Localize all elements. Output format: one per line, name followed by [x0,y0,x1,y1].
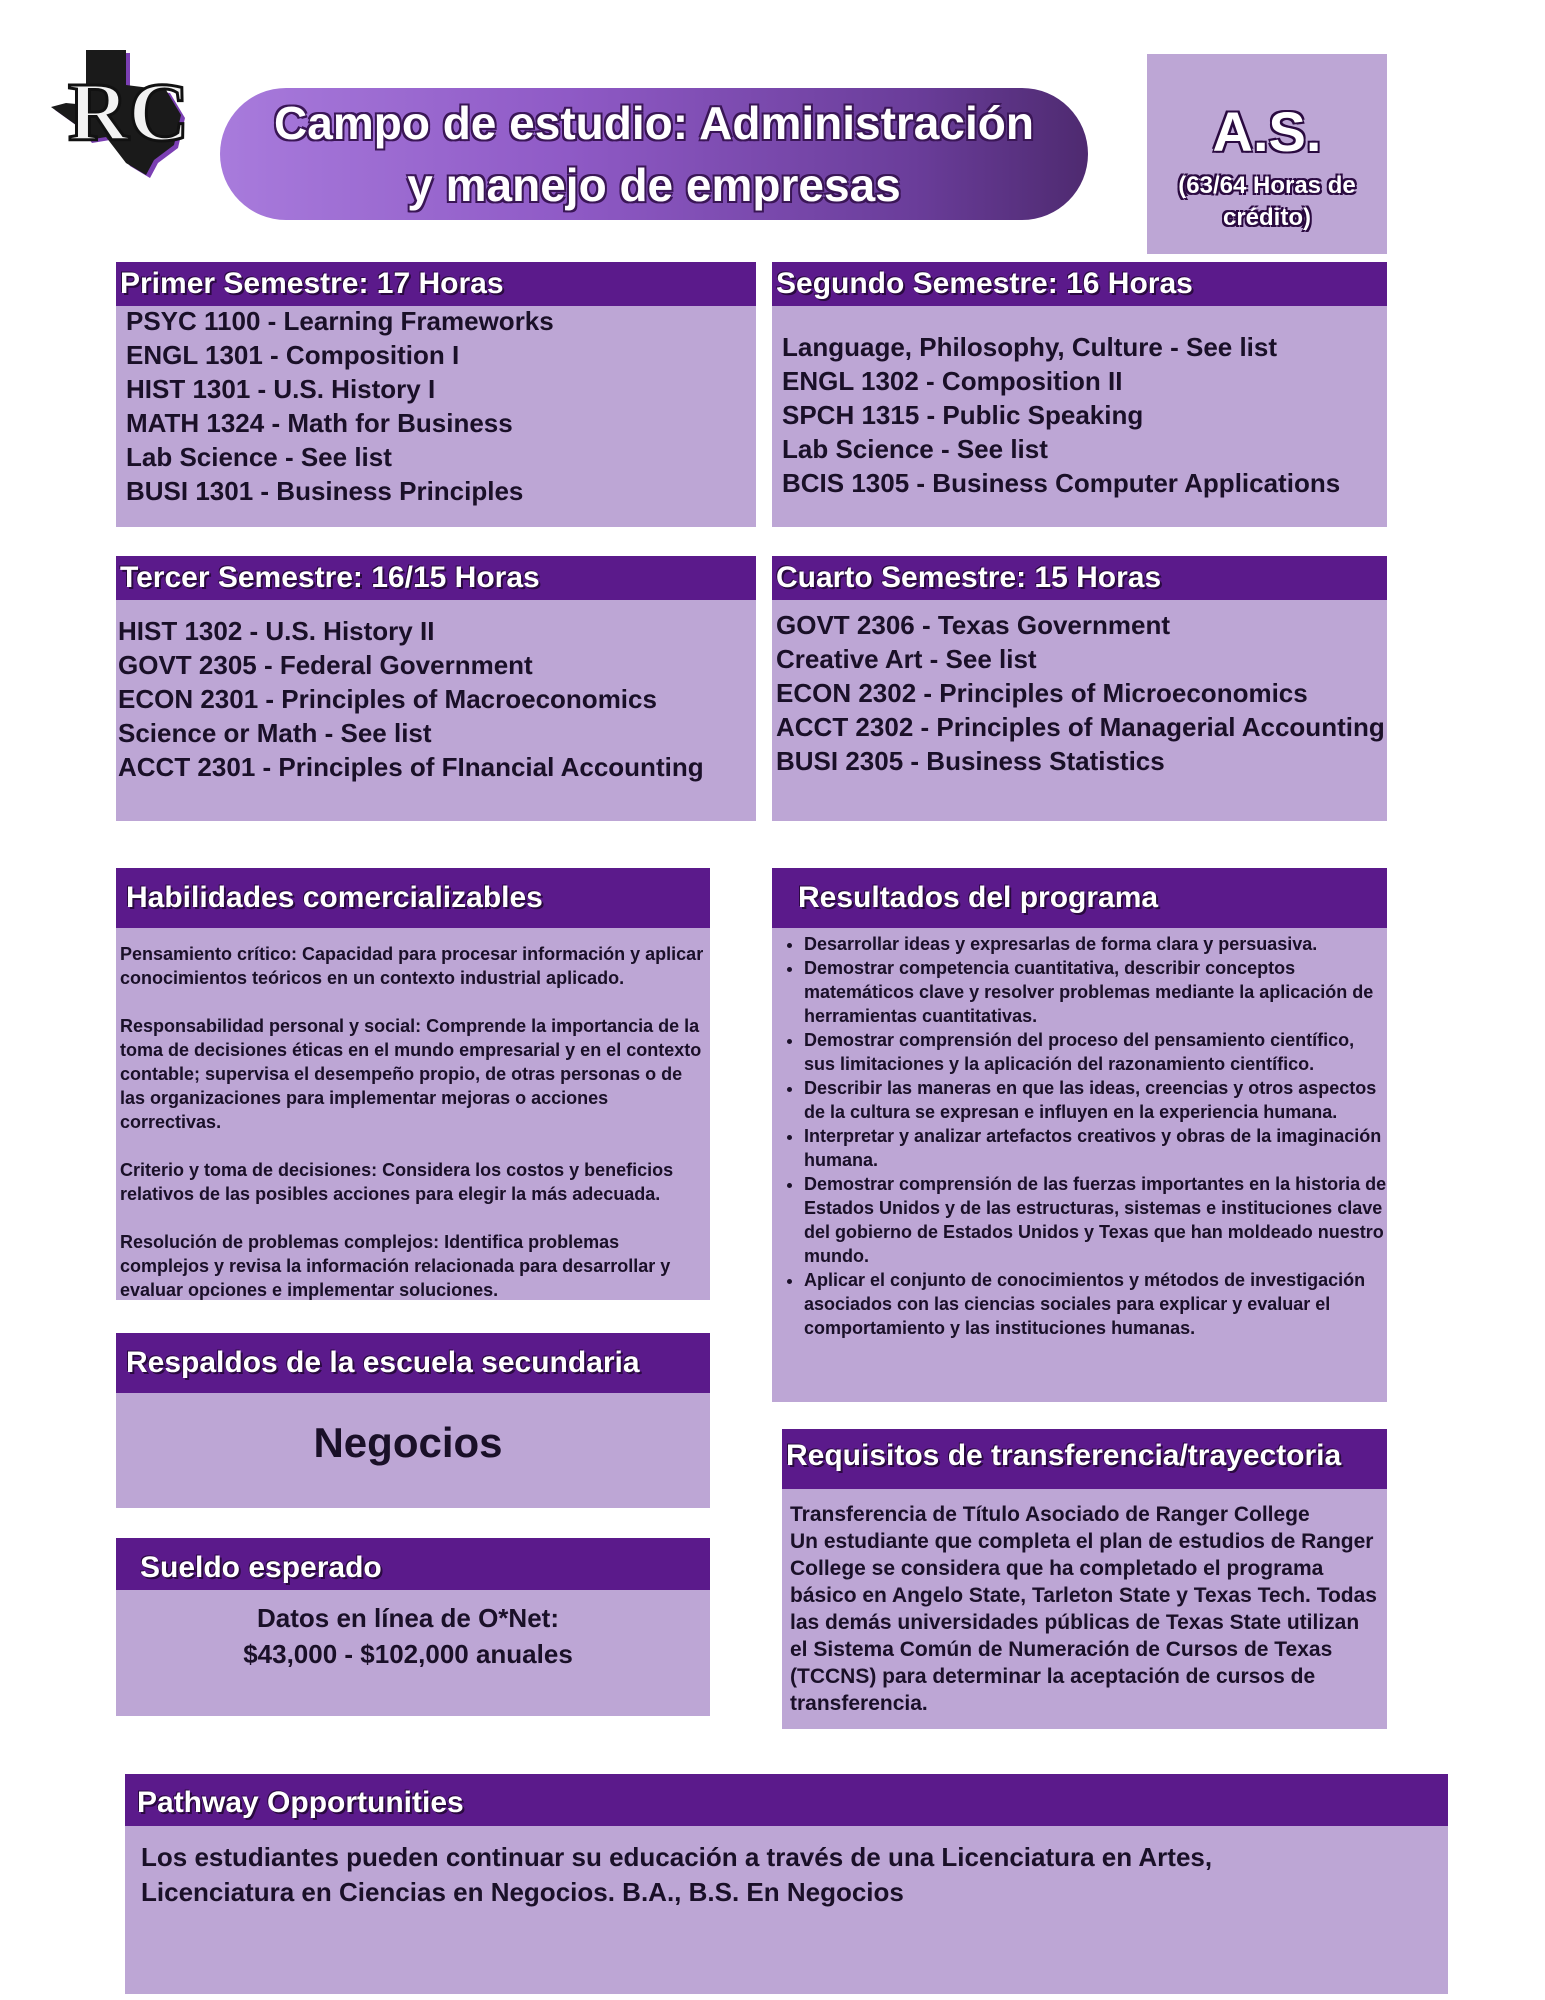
semester-4-title: Cuarto Semestre: 15 Horas [772,556,1387,600]
course-item: ACCT 2301 - Principles of FInancial Accounting [118,752,704,782]
semester-4-panel [772,556,1387,821]
college-logo [50,48,190,178]
semester-1-panel [116,262,756,527]
salary-range: $43,000 - $102,000 anuales [243,1639,573,1669]
outcomes-list [772,928,1387,1340]
pathway-info [125,1826,1448,1910]
salary-info [116,1600,710,1672]
texas-state-rc-logo-icon [50,48,190,178]
skills-title: Habilidades comercializables [116,868,710,928]
title-line-2: y manejo de empresas [407,159,901,211]
course-item: Language, Philosophy, Culture - See list [782,332,1278,362]
transfer-title: Requisitos de transferencia/trayectoria [782,1429,1387,1489]
outcome-item: • Aplicar el conjunto de conocimientos y métodos de investigación asociados con las ciencias sociales para explicar y evaluar el comportamiento y las instituciones humanas. [804,1268,1387,1340]
course-item: ECON 2301 - Principles of Macroeconomics [118,684,657,714]
outcome-item: • Demostrar comprensión del proceso del pensamiento científico, sus limitaciones y la aplicación del razonamiento científico. [804,1028,1387,1076]
semester-2-panel [772,262,1387,527]
semester-3-courses [116,600,756,784]
salary-panel [116,1538,710,1716]
salary-source: Datos en línea de O*Net: [257,1603,559,1633]
course-item: BUSI 1301 - Business Principles [126,476,524,506]
course-item: Lab Science - See list [126,442,392,472]
pathway-line-2: Licenciatura en Ciencias en Negocios. B.A., B.S. En Negocios [141,1877,904,1907]
skill-item: Criterio y toma de decisiones: Considera los costos y beneficios relativos de las posibles acciones para elegir la más adecuada. [120,1160,674,1204]
outcome-item: • Demostrar comprensión de las fuerzas importantes en la historia de Estados Unidos y de las estructuras, sistemas e instituciones clave del gobierno de Estados Unidos y Texas que han moldeado nuestro mundo. [804,1172,1387,1268]
semester-3-panel [116,556,756,821]
pathway-title: Pathway Opportunities [125,1774,1448,1826]
outcomes-panel [772,868,1387,1402]
skills-list [116,928,710,1302]
skill-item: Responsabilidad personal y social: Comprende la importancia de la toma de decisiones éticas en el mundo empresarial y en el contexto contable; supervisa el desempeño propio, de otras personas o de las organizaciones para implementar mejoras o acciones correctivas. [120,1016,702,1132]
transfer-panel [782,1429,1387,1729]
endorsements-title: Respaldos de la escuela secundaria [116,1333,710,1393]
logo-letter-r: RC [68,66,190,159]
course-item: ENGL 1302 - Composition II [782,366,1123,396]
semester-4-courses [772,600,1387,778]
semester-3-title: Tercer Semestre: 16/15 Horas [116,556,756,600]
course-item: MATH 1324 - Math for Business [126,408,513,438]
pathway-line-1: Los estudiantes pueden continuar su educación a través de una Licenciatura en Artes, [141,1842,1213,1872]
outcome-item: • Desarrollar ideas y expresarlas de forma clara y persuasiva. [804,932,1387,956]
outcomes-title: Resultados del programa [772,868,1387,928]
pathway-panel [125,1774,1448,1994]
course-item: BCIS 1305 - Business Computer Applications [782,468,1341,498]
page-title [220,88,1088,220]
course-item: GOVT 2306 - Texas Government [776,610,1170,640]
course-item: GOVT 2305 - Federal Government [118,650,533,680]
transfer-heading: Transferencia de Título Asociado de Ranger College [790,1503,1310,1526]
degree-title: A.S. [1212,100,1322,163]
course-item: HIST 1301 - U.S. History I [126,374,436,404]
outcome-item: • Describir las maneras en que las ideas, creencias y otros aspectos de la cultura se expresan e influyen en la experiencia humana. [804,1076,1387,1124]
transfer-body: Un estudiante que completa el plan de estudios de Ranger College se considera que ha completado el programa básico en Angelo State, Tarleton State y Texas Tech. Todas las demás universidades públicas de Texas State utilizan el Sistema Común de Numeración de Cursos de Texas (TCCNS) para determinar la aceptación de cursos de transferencia. [790,1530,1377,1715]
course-item: BUSI 2305 - Business Statistics [776,746,1165,776]
salary-title: Sueldo esperado [116,1538,710,1590]
transfer-info [782,1489,1387,1717]
degree-box [1147,54,1387,254]
semester-2-courses [772,306,1387,500]
course-item: ACCT 2302 - Principles of Managerial Accounting [776,712,1385,742]
course-item: Creative Art - See list [776,644,1037,674]
skill-item: Resolución de problemas complejos: Identifica problemas complejos y revisa la información relacionada para desarrollar y evaluar opciones e implementar soluciones. [120,1232,671,1300]
skills-panel [116,868,710,1300]
course-item: Science or Math - See list [118,718,432,748]
title-line-1: Campo de estudio: Administración [274,97,1034,149]
semester-1-title: Primer Semestre: 17 Horas [116,262,756,306]
course-item: SPCH 1315 - Public Speaking [782,400,1144,430]
endorsement-value: Negocios [313,1419,503,1466]
outcome-item: • Demostrar competencia cuantitativa, describir conceptos matemáticos clave y resolver problemas mediante la aplicación de herramientas cuantitativas. [804,956,1387,1028]
outcome-item: • Interpretar y analizar artefactos creativos y obras de la imaginación humana. [804,1124,1387,1172]
course-item: ECON 2302 - Principles of Microeconomics [776,678,1308,708]
course-item: HIST 1302 - U.S. History II [118,616,435,646]
skill-item: Pensamiento crítico: Capacidad para procesar información y aplicar conocimientos teóricos en un contexto industrial aplicado. [120,944,704,988]
semester-2-title: Segundo Semestre: 16 Horas [772,262,1387,306]
course-item: ENGL 1301 - Composition I [126,340,460,370]
endorsements-panel [116,1333,710,1508]
course-item: Lab Science - See list [782,434,1048,464]
degree-subtitle: (63/64 Horas de crédito) [1178,172,1356,231]
semester-1-courses [116,304,756,508]
course-item: PSYC 1100 - Learning Frameworks [126,306,554,336]
